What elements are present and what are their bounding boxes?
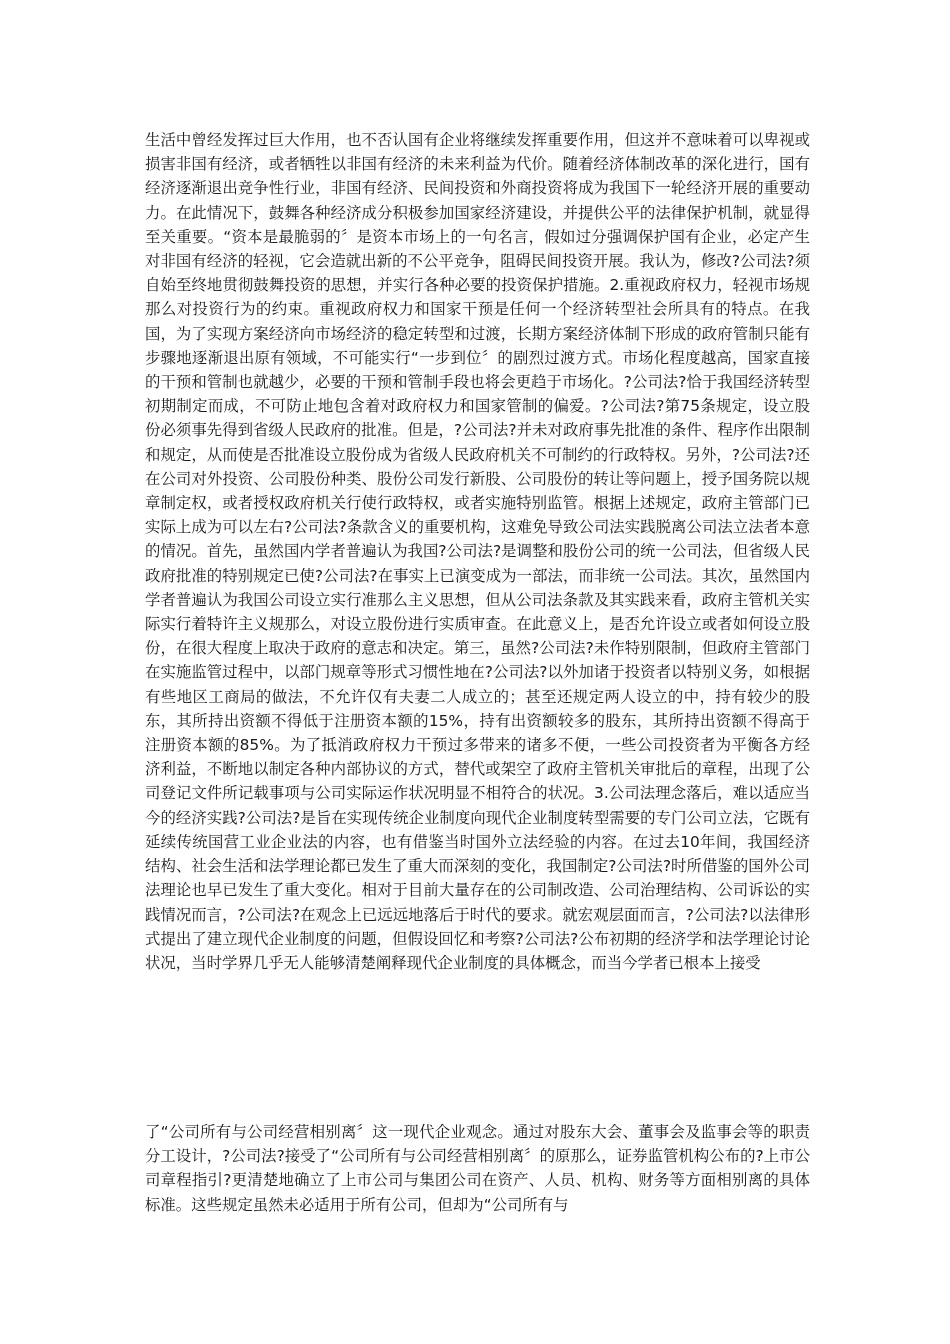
paragraph: 生活中曾经发挥过巨大作用，也不否认国有企业将继续发挥重要作用，但这并不意味着可以卑视或损害非国有经济，或者牺牲以非国有经济的未来利益为代价。随着经济体制改革的深化进行，国有经济逐渐退出竞争性行业，非国有经济、民间投资和外商投资将成为我国下一轮经济开展的重要动力。在此情况下，鼓舞各种经济成分积极参加国家经济建设，并提供公平的法律保护机制，就显得至关重要。“资本是最脆弱的〞是资本市场上的一句名言，假如过分强调保护国有企业，必定产生对非国有经济的轻视，它会造就出新的不公平竞争，阻碍民间投资开展。我认为，修改?公司法?须自始至终地贯彻鼓舞投资的思想，并实行各种必要的投资保护措施。2.重视政府权力，轻视市场规那么对投资行为的约束。重视政府权力和国家干预是任何一个经济转型社会所具有的特点。在我国，为了实现方案经济向市场经济的稳定转型和过渡，长期方案经济体制下形成的政府管制只能有步骤地逐渐退出原有领域，不可能实行“一步到位〞的剧烈过渡方式。市场化程度越高，国家直接的干预和管制也就越少，必要的干预和管制手段也将会更趋于市场化。?公司法?恰于我国经济转型初期制定而成，不可防止地包含着对政府权力和国家管制的偏爱。?公司法?第75条规定，设立股份必须事先得到省级人民政府的批准。但是，?公司法?并未对政府事先批准的条件、程序作出限制和规定，从而使是否批准设立股份成为省级人民政府机关不可制约的行政特权。另外，?公司法?还在公司对外投资、公司股份种类、股份公司发行新股、公司股份的转让等问题上，授予国务院以规章制定权，或者授权政府机关行使行政特权，或者实施特别监管。根据上述规定，政府主管部门已实际上成为可以左右?公司法?条款含义的重要机构，这难免导致公司法实践脱离公司法立法者本意的情况。首先，虽然国内学者普遍认为我国?公司法?是调整和股份公司的统一公司法，但省级人民政府批准的特别规定已使?公司法?在事实上已演变成为一部法，而非统一公司法。其次，虽然国内学者普遍认为我国公司设立实行准那么主义思想，但从公司法条款及其实践来看，政府主管机关实际实行着特许主义规那么，对设立股份进行实质审查。在此意义上，是否允许设立或者如何设立股份，在很大程度上取决于政府的意志和决定。第三，虽然?公司法?未作特别限制，但政府主管部门在实施监管过程中，以部门规章等形式习惯性地在?公司法?以外加诸于投资者以特别义务，如根据有些地区工商局的做法，不允许仅有夫妻二人成立的；甚至还规定两人设立的中，持有较少的股东，其所持出资额不得低于注册资本额的15%，持有出资额较多的股东，其所持出资额不得高于注册资本额的85%。为了抵消政府权力干预过多带来的诸多不便，一些公司投资者为平衡各方经济利益，不断地以制定各种内部协议的方式，替代或架空了政府主管机关审批后的章程，出现了公司登记文件所记载事项与公司实际运作状况明显不相符合的状况。3.公司法理念落后，难以适应当今的经济实践?公司法?是旨在实现传统企业制度向现代企业制度转型需要的专门公司立法，它既有延续传统国营工业企业法的内容，也有借鉴当时国外立法经验的内容。在过去10年间，我国经济结构、社会生活和法学理论都已发生了重大而深刻的变化，我国制定?公司法?时所借鉴的国外公司法理论也早已发生了重大变化。相对于目前大量存在的公司制改造、公司治理结构、公司诉讼的实践情况而言，?公司法?在观念上已远远地落后于时代的要求。就宏观层面而言，?公司法?以法律形式提出了建立现代企业制度的问题，但假设回忆和考察?公司法?公布初期的经济学和法学理论讨论状况，当时学界几乎无人能够清楚阐释现代企业制度的具体概念，而当今学者已根本上接受 [145, 131, 810, 972]
body-text-block-continued [145, 1120, 810, 1217]
paragraph: 了“公司所有与公司经营相别离〞这一现代企业观念。通过对股东大会、董事会及监事会等的职责分工设计，?公司法?接受了“公司所有与公司经营相别离〞的原那么，证券监管机构公布的?上市公司章程指引?更清楚地确立了上市公司与集团公司在资产、人员、机构、财务等方面相别离的具体标准。这些规定虽然未必适用于所有公司，但却为“公司所有与 [145, 1123, 810, 1214]
body-text-block-main [145, 128, 810, 975]
